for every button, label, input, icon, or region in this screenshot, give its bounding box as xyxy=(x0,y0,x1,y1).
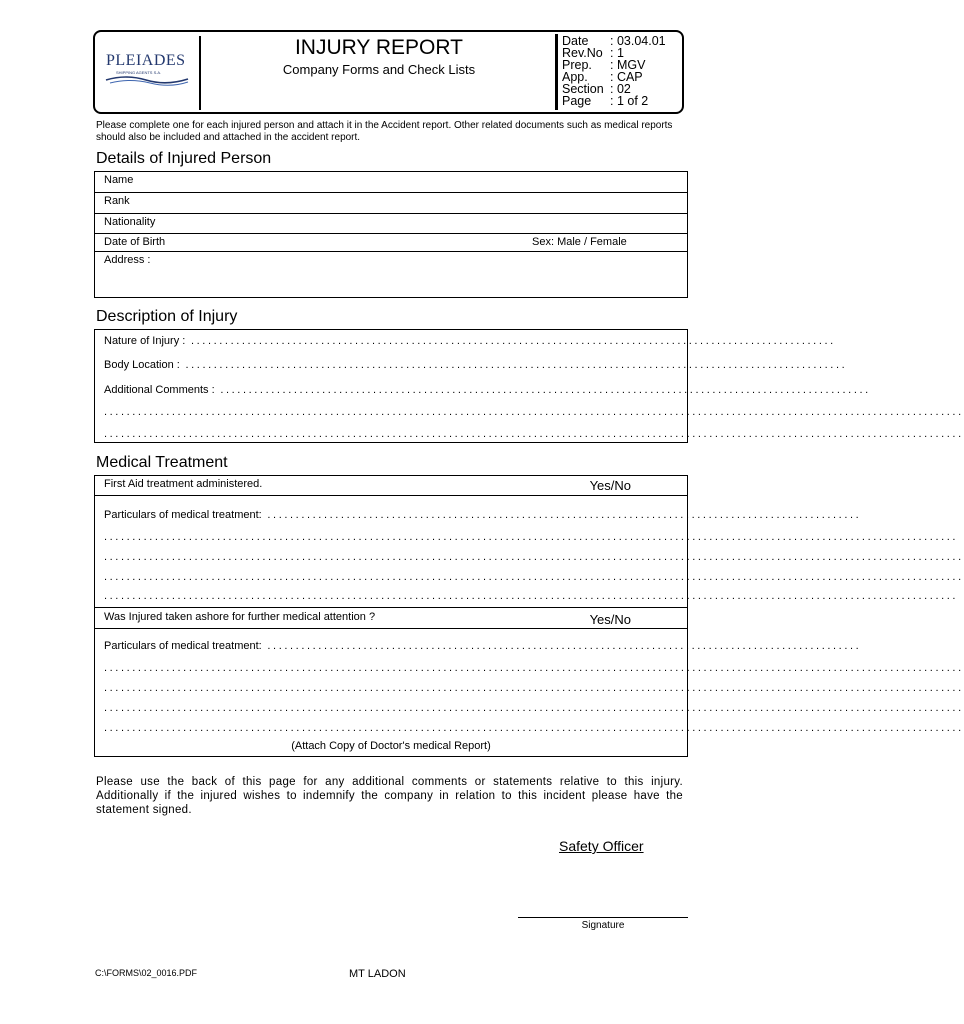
vessel-name: MT LADON xyxy=(349,968,406,980)
logo-text: PLEIADES xyxy=(106,52,186,69)
form-subtitle: Company Forms and Check Lists xyxy=(282,62,476,77)
dotted-line: ......................................................................................................... xyxy=(261,509,862,521)
dotted-line[interactable]: ........................................................................................................................................................ xyxy=(104,662,964,674)
taken-ashore-yes-no[interactable]: Yes/No xyxy=(589,612,631,627)
dotted-line[interactable]: ....................................................................................................................................................... xyxy=(104,531,959,543)
meta-row: Section : 02 xyxy=(562,82,631,96)
dotted-line[interactable]: ....................................................................................................................................................... xyxy=(104,590,959,602)
safety-officer-label: Safety Officer xyxy=(559,838,644,854)
meta-row: Page : 1 of 2 xyxy=(562,94,649,108)
medical-box xyxy=(94,475,964,757)
dotted-line[interactable]: ........................................................................................................................................................ xyxy=(104,682,964,694)
particulars-field[interactable]: Particulars of medical treatment: ......................................................................................................... xyxy=(104,509,862,521)
dotted-line: ......................................................................................................... xyxy=(261,640,862,652)
dotted-line: ..................................................................................................................... xyxy=(179,359,848,371)
body-location-field[interactable]: Body Location : ..................................................................................................................... xyxy=(104,359,848,371)
nature-of-injury-field[interactable]: Nature of Injury : .................................................................................................................. xyxy=(104,335,836,347)
details-box xyxy=(94,171,688,298)
company-logo xyxy=(100,40,196,110)
form-title: INJURY REPORT xyxy=(294,36,464,59)
particulars-field[interactable]: Particulars of medical treatment: ......................................................................................................... xyxy=(104,640,862,652)
injury-box xyxy=(94,329,964,443)
dotted-line[interactable]: ........................................................................................................................................................ xyxy=(104,428,964,440)
meta-row: App. : CAP xyxy=(562,70,643,84)
meta-row: Rev.No : 1 xyxy=(562,46,624,60)
sex-field[interactable]: Sex: Male / Female xyxy=(532,236,627,248)
first-aid-row: First Aid treatment administered. Yes/No xyxy=(95,476,687,496)
section-heading-details: Details of Injured Person xyxy=(96,150,272,167)
section-heading-medical: Medical Treatment xyxy=(96,454,228,471)
dotted-line: .................................................................................................................. xyxy=(185,335,836,347)
date-of-birth-field[interactable]: Date of Birth Sex: Male / Female xyxy=(95,234,687,252)
dotted-line[interactable]: ........................................................................................................................................................ xyxy=(104,571,964,583)
dotted-line[interactable]: ........................................................................................................................................................ xyxy=(104,551,964,563)
address-field[interactable]: Address : xyxy=(104,254,151,266)
dotted-line[interactable]: ........................................................................................................................................................ xyxy=(104,722,964,734)
logo-subtext: SHIPPING AGENTS S.A. xyxy=(116,70,162,75)
attach-note: (Attach Copy of Doctor's medical Report) xyxy=(291,740,491,752)
additional-comments-field[interactable]: Additional Comments : ................................................................................................................... xyxy=(104,384,871,396)
taken-ashore-row: Was Injured taken ashore for further medical attention ? Yes/No xyxy=(95,607,687,629)
additional-comments-note: Please use the back of this page for any additional comments or statements relative to this injury. Additionally if the injured wishes to indemnify the company in relation to this incident please have the statement signed. xyxy=(96,776,683,816)
instructions: Please complete one for each injured person and attach it in the Accident report. Other related documents such as medical reports should also be included and attached in the accident report. xyxy=(96,120,673,143)
first-aid-yes-no[interactable]: Yes/No xyxy=(589,478,631,493)
signature-label: Signature xyxy=(581,920,625,931)
dotted-line[interactable]: ........................................................................................................................................................ xyxy=(104,702,964,714)
dotted-line[interactable]: ........................................................................................................................................................ xyxy=(104,406,964,418)
rank-field[interactable]: Rank xyxy=(95,193,687,214)
signature-line[interactable] xyxy=(518,917,688,918)
meta-row: Prep. : MGV xyxy=(562,58,646,72)
meta-row: Date : 03.04.01 xyxy=(562,34,666,48)
file-path: C:\FORMS\02_0016.PDF xyxy=(95,968,198,978)
nationality-field[interactable]: Nationality xyxy=(95,214,687,234)
dotted-line: ................................................................................................................... xyxy=(214,384,871,396)
name-field[interactable]: Name xyxy=(95,172,687,193)
logo-wave-icon xyxy=(106,74,188,86)
document-meta xyxy=(562,35,666,107)
section-heading-injury: Description of Injury xyxy=(96,308,238,325)
